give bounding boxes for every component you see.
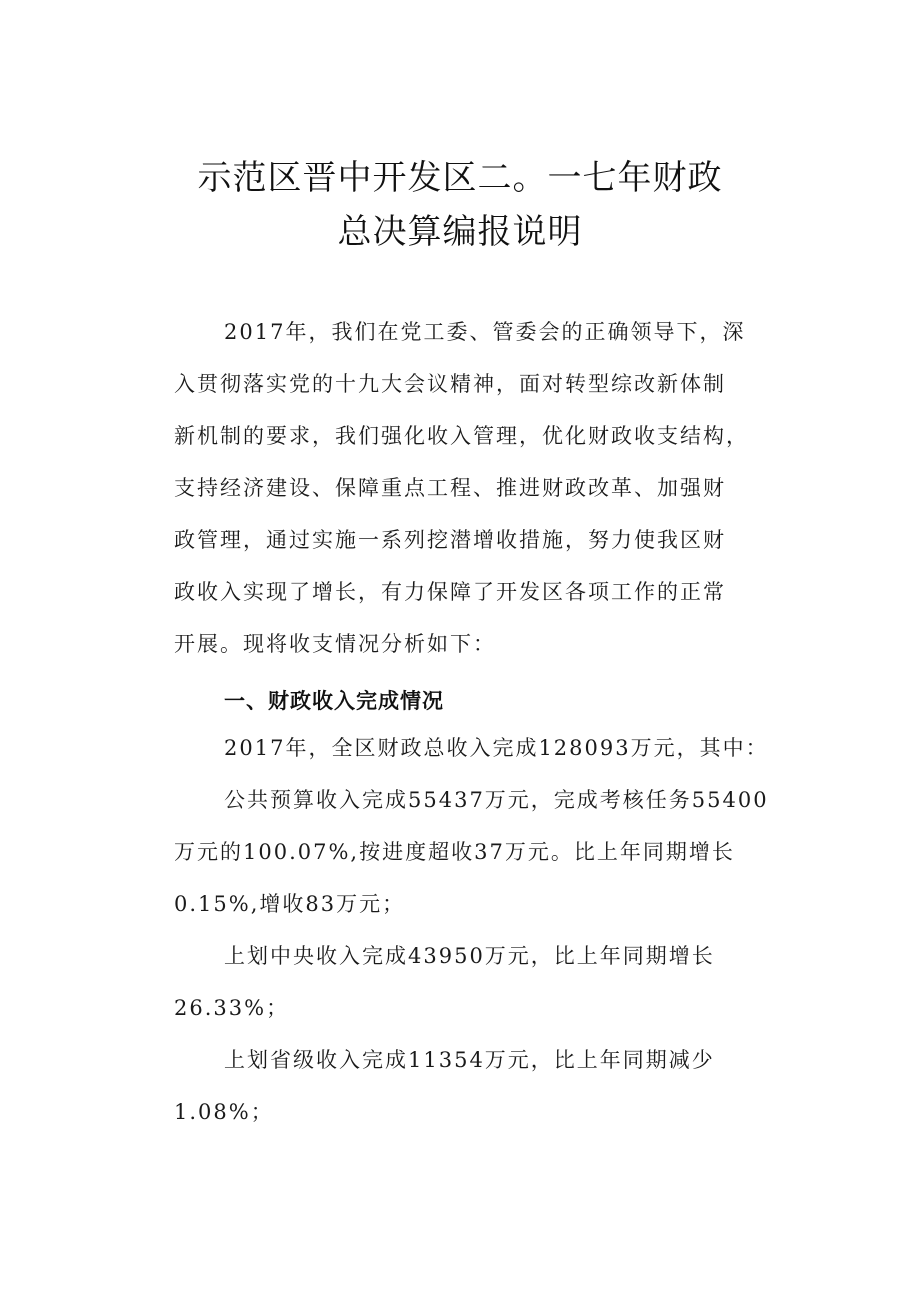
paragraph-line: 新机制的要求，我们强化收入管理，优化财政收支结构， (174, 424, 749, 448)
paragraph-line: 政管理，通过实施一系列挖潜增收措施，努力使我区财 (174, 528, 726, 552)
section-heading-revenue: 一、财政收入完成情况 (224, 689, 444, 713)
intro-paragraph (174, 306, 786, 670)
paragraph-line: 上划省级收入完成11354万元，比上年同期减少 (224, 1048, 715, 1072)
paragraph-line: 上划中央收入完成43950万元，比上年同期增长 (224, 944, 715, 968)
paragraph-line: 政收入实现了增长，有力保障了开发区各项工作的正常 (174, 580, 726, 604)
paragraph-line: 2017年，我们在党工委、管委会的正确领导下，深 (224, 320, 746, 344)
paragraph-line: 万元的100.07%,按进度超收37万元。比上年同期增长 (174, 840, 735, 864)
paragraph-line: 入贯彻落实党的十九大会议精神，面对转型综改新体制 (174, 372, 726, 396)
paragraph-line: 1.08%； (174, 1100, 274, 1124)
paragraph-line: 开展。现将收支情况分析如下： (174, 632, 496, 656)
paragraph-line: 26.33%； (174, 996, 290, 1020)
document-title-line-1: 示范区晋中开发区二。一七年财政 (197, 158, 723, 198)
paragraph-line: 0.15%,增收83万元； (174, 892, 406, 916)
paragraph-line: 支持经济建设、保障重点工程、推进财政改革、加强财 (174, 476, 726, 500)
document-title-line-2: 总决算编报说明 (337, 212, 583, 252)
revenue-paragraphs (174, 722, 786, 1138)
paragraph-line: 公共预算收入完成55437万元，完成考核任务55400 (224, 788, 769, 812)
paragraph-line: 2017年，全区财政总收入完成128093万元，其中： (224, 736, 769, 760)
